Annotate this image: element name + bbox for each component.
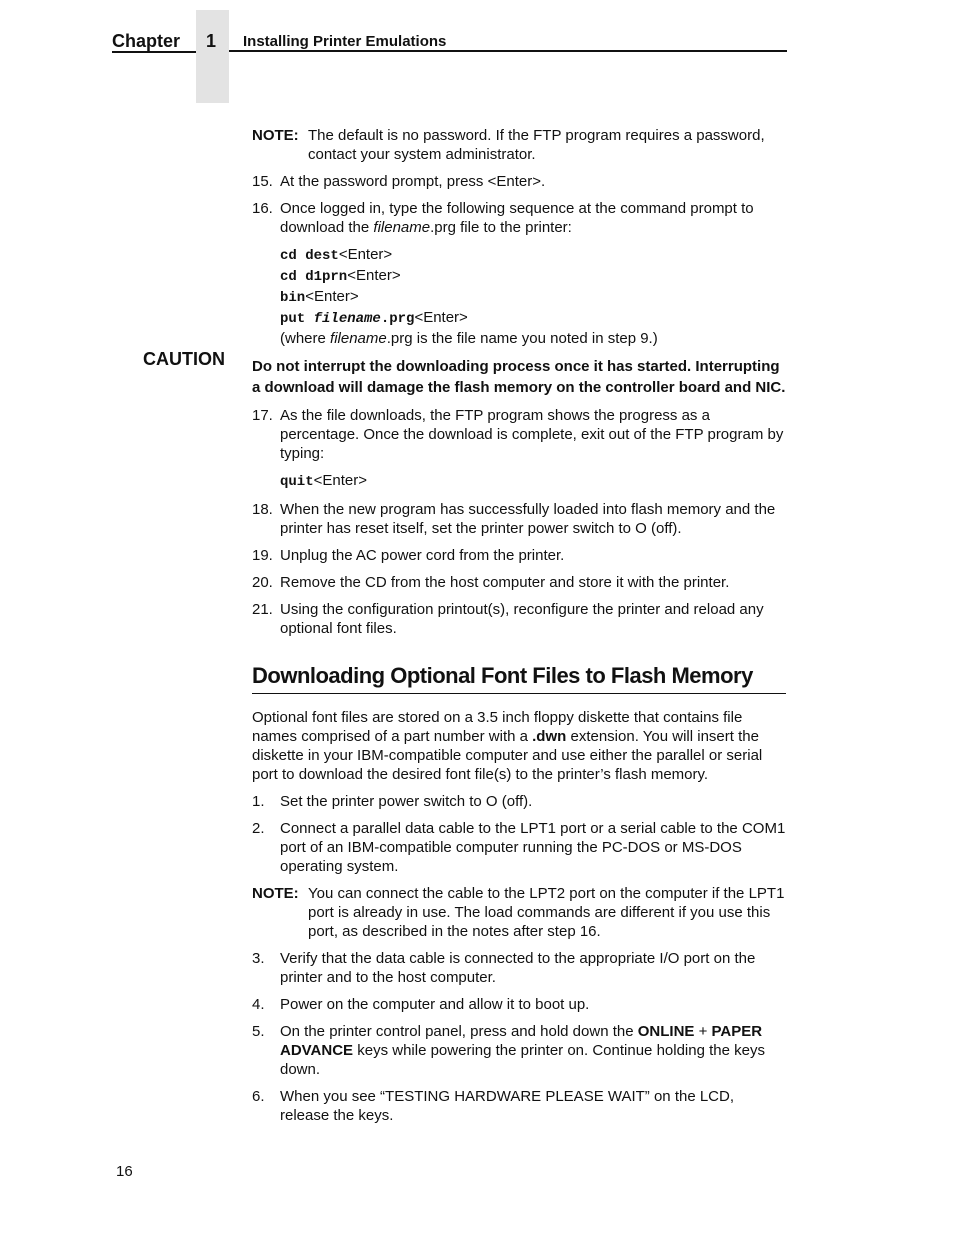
step-number: 3. — [252, 950, 265, 967]
step-number: 17. — [252, 407, 273, 424]
section-heading: Downloading Optional Font Files to Flash Memory — [252, 663, 786, 694]
step-number: 15. — [252, 173, 273, 190]
dwn-extension: .dwn — [532, 728, 567, 745]
step-number: 2. — [252, 820, 265, 837]
step-number: 5. — [252, 1023, 265, 1040]
command-code: cd dest — [280, 248, 339, 264]
caution-block — [143, 349, 786, 398]
paper-advance-key: PAPER ADVANCE — [280, 1023, 763, 1059]
command-code: put — [280, 311, 314, 327]
command-key: <Enter> — [414, 309, 468, 326]
intro-text: Optional font files are stored on a 3.5 inch floppy diskette that contains file names comprised of a part number with a — [252, 709, 743, 745]
step-number: 16. — [252, 200, 273, 217]
caution-label: CAUTION — [143, 349, 225, 369]
command-line-4 — [280, 308, 786, 329]
step-16 — [252, 199, 786, 237]
chapter-tab — [196, 10, 229, 103]
command-line-3 — [280, 287, 786, 308]
chapter-number: 1 — [206, 31, 217, 51]
list2-step-4 — [252, 995, 786, 1014]
command-code: bin — [280, 290, 306, 306]
command-key: <Enter> — [347, 267, 401, 284]
command-code-ext: .prg — [380, 311, 415, 327]
intro-text-end: extension. You will insert the diskette in your IBM-compatible computer and use either the parallel or serial port to download the desired font file(s) to the printer’s flash memory. — [252, 728, 763, 783]
chapter-underline — [112, 51, 196, 53]
filename-italic: filename — [373, 219, 431, 236]
command-key: <Enter> — [338, 246, 393, 263]
command-where-note — [280, 329, 786, 348]
step-text: When you see “TESTING HARDWARE PLEASE WAIT” on the LCD, release the keys. — [280, 1088, 735, 1124]
note-text: The default is no password. If the FTP program requires a password, contact your system administrator. — [308, 127, 765, 163]
step-17 — [252, 406, 786, 463]
command-line-2 — [280, 266, 786, 287]
step-19 — [252, 546, 786, 565]
list2-step-2 — [252, 819, 786, 876]
note-text: You can connect the cable to the LPT2 port on the computer if the LPT1 port is already in use. The load commands are different if you use this port, as described in the notes after step 16. — [308, 885, 785, 940]
chapter-label: Chapter — [112, 31, 181, 51]
list2-step-1 — [252, 792, 786, 811]
step-number: 18. — [252, 501, 273, 518]
step-number: 6. — [252, 1088, 265, 1105]
where-text-end: .prg is the file name you noted in step 9.) — [386, 330, 658, 347]
list2-step-6 — [252, 1087, 786, 1125]
step-text: Using the configuration printout(s), reconfigure the printer and reload any optional font files. — [280, 601, 764, 637]
step-text: At the password prompt, press <Enter>. — [280, 173, 546, 190]
step-20 — [252, 573, 786, 592]
quit-command — [252, 471, 786, 492]
header-rule — [229, 50, 787, 52]
command-key: <Enter> — [305, 288, 359, 305]
command-code-italic: filename — [313, 311, 381, 327]
step-text: Remove the CD from the host computer and store it with the printer. — [280, 574, 730, 591]
page-content — [143, 126, 786, 1133]
step-18 — [252, 500, 786, 538]
step-text: Unplug the AC power cord from the printer. — [280, 547, 565, 564]
caution-text: Do not interrupt the downloading process once it has started. Interrupting a download will damage the flash memory on the controller board and NIC. — [252, 358, 786, 396]
command-code: cd d1prn — [280, 269, 348, 285]
step-15 — [252, 172, 786, 191]
command-code: quit — [280, 474, 314, 490]
note-lpt2 — [252, 884, 786, 941]
page-number: 16 — [116, 1163, 133, 1180]
step-text: Verify that the data cable is connected to the appropriate I/O port on the printer and to the host computer. — [280, 950, 756, 986]
step-number: 19. — [252, 547, 273, 564]
step-number: 1. — [252, 793, 265, 810]
ftp-command-block — [252, 245, 786, 348]
plus-sign: + — [694, 1023, 712, 1040]
command-line-1 — [280, 245, 786, 266]
note-label: NOTE: — [252, 127, 299, 144]
list2-step-5 — [252, 1022, 786, 1079]
step-text-end: .prg file to the printer: — [430, 219, 572, 236]
intro-paragraph — [252, 708, 786, 784]
step-text: On the printer control panel, press and hold down the — [280, 1023, 638, 1040]
step-number: 4. — [252, 996, 265, 1013]
step-text: Power on the computer and allow it to boot up. — [280, 996, 590, 1013]
step-text: When the new program has successfully loaded into flash memory and the printer has reset itself, set the printer power switch to O (off). — [280, 501, 776, 537]
note-label: NOTE: — [252, 885, 299, 902]
list2-step-3 — [252, 949, 786, 987]
online-key: ONLINE — [637, 1023, 695, 1040]
step-number: 20. — [252, 574, 273, 591]
step-text: Connect a parallel data cable to the LPT1 port or a serial cable to the COM1 port of an IBM-compatible computer running the PC-DOS or MS-DOS operating system. — [280, 820, 786, 875]
command-key: <Enter> — [313, 472, 367, 489]
step-text: Set the printer power switch to O (off). — [280, 793, 533, 810]
step-21 — [252, 600, 786, 638]
step-text: As the file downloads, the FTP program shows the progress as a percentage. Once the download is complete, exit out of the FTP program by typing: — [280, 407, 784, 462]
step-text-end: keys while powering the printer on. Continue holding the keys down. — [280, 1042, 765, 1078]
step-text: Once logged in, type the following sequence at the command prompt to download the — [280, 200, 754, 236]
where-italic: filename — [330, 330, 387, 347]
where-text: (where — [280, 330, 331, 347]
running-header-title: Installing Printer Emulations — [243, 33, 447, 50]
note-password — [252, 126, 786, 164]
step-number: 21. — [252, 601, 273, 618]
